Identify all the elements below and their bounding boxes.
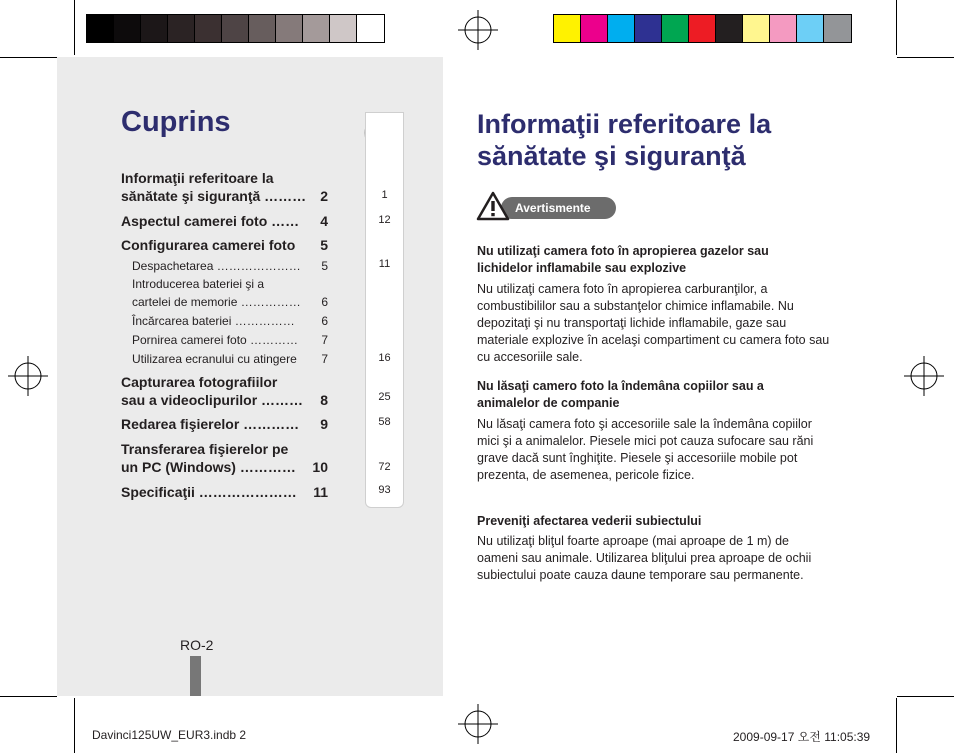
- crop-mark: [0, 696, 57, 697]
- color-swatch: [743, 15, 770, 42]
- toc-subentry-page: 6: [321, 314, 328, 328]
- warning-triangle-icon: [476, 191, 510, 221]
- color-swatch: [689, 15, 716, 42]
- section-body: Nu utilizaţi camera foto în apropierea carburanţilor, a combustibililor sau a substanţelor chimice inflamabile. Nu depozitaţi şi nu transportaţi lichide inflamabile, gaze sau materiale explozive în acelaşi compartiment cu camera foto sau cu accesoriile sale.: [477, 282, 830, 364]
- safety-title-line: Informaţii referitoare la: [477, 109, 772, 139]
- color-swatch: [168, 15, 195, 42]
- color-swatch: [662, 15, 689, 42]
- side-tab-number: 1: [381, 189, 388, 201]
- toc-subentry-page: 6: [321, 295, 328, 309]
- toc-side-tab: [365, 112, 404, 508]
- color-swatch: [608, 15, 635, 42]
- toc-entry-page: 11: [313, 484, 328, 500]
- color-swatch: [357, 15, 384, 42]
- section-heading: Nu lăsaţi camero foto la îndemâna copiilor sau a animalelor de companie: [477, 379, 764, 410]
- color-swatch: [87, 15, 114, 42]
- crop-mark: [74, 698, 75, 753]
- color-swatch: [276, 15, 303, 42]
- toc-entry-specs[interactable]: Specificaţii …………………: [121, 484, 297, 500]
- side-tab-number: 25: [378, 391, 391, 403]
- toc-subentry-power-on[interactable]: Pornirea camerei foto …………: [132, 333, 299, 347]
- toc-subentry-unpacking[interactable]: Despachetarea …………………: [132, 259, 301, 273]
- toc-entry-layout[interactable]: Aspectul camerei foto ……: [121, 213, 300, 229]
- safety-title-line: sănătate şi siguranţă: [477, 141, 746, 171]
- color-swatch: [195, 15, 222, 42]
- toc-subentry-label: cartelei de memorie ……………: [132, 295, 301, 309]
- toc-title: Cuprins: [121, 106, 231, 138]
- toc-entry-page: 8: [320, 392, 328, 408]
- toc-entry-label: un PC (Windows) …………: [121, 459, 296, 475]
- toc-entry-playback[interactable]: Redarea fişierelor …………: [121, 416, 300, 432]
- crop-mark: [896, 698, 897, 753]
- toc-subentry-page: 5: [321, 259, 328, 273]
- color-swatch: [554, 15, 581, 42]
- side-tab-number: 58: [378, 416, 391, 428]
- toc-entry-label: Informaţii referitoare la: [121, 170, 274, 186]
- toc-entry-label: Transferarea fişierelor pe: [121, 441, 289, 457]
- crop-mark: [0, 57, 57, 58]
- color-swatch: [797, 15, 824, 42]
- color-swatch: [716, 15, 743, 42]
- toc-subentry-label: Introducerea bateriei şi a: [132, 277, 265, 291]
- color-swatch: [330, 15, 357, 42]
- page-number: RO-2: [180, 637, 214, 653]
- section-heading: Preveniţi afectarea vederii subiectului: [477, 514, 702, 528]
- toc-subentry-page: 7: [321, 333, 328, 347]
- toc-entry-page: 4: [320, 213, 328, 229]
- toc-subentry-charging[interactable]: Încărcarea bateriei ……………: [132, 314, 295, 328]
- warning-label: Avertismente: [515, 201, 591, 215]
- crop-mark: [897, 696, 954, 697]
- section-body: Nu utilizaţi bliţul foarte aproape (mai aproape de 1 m) de oameni sau animale. Utilizarea bliţului prea aproape de ochii subiectului poate cauza daune temporare sau permanente.: [477, 534, 812, 582]
- toc-subentry-battery[interactable]: [132, 275, 322, 311]
- side-tab-number: 93: [378, 484, 391, 496]
- section-body: Nu lăsaţi camera foto şi accesoriile sale la îndemâna copiilor mici şi a animalelor. Piesele mici pot cauza sufocare sau răni grave dacă sunt înghiţite. Piesele şi accesoriile mobile pot prezenta, de asemenea, pericole fizice.: [477, 417, 814, 482]
- color-swatch: [249, 15, 276, 42]
- color-swatch: [581, 15, 608, 42]
- toc-entry-label: sau a videoclipurilor ………: [121, 392, 304, 408]
- toc-entry-page: 10: [312, 459, 328, 475]
- section-heading: Nu utilizaţi camera foto în apropierea gazelor sau lichidelor inflamabile sau explozive: [477, 244, 769, 275]
- toc-entry-label: Capturarea fotografiilor: [121, 374, 278, 390]
- color-swatch: [114, 15, 141, 42]
- side-tab-number: 72: [378, 461, 391, 473]
- toc-subentry-page: 7: [321, 352, 328, 366]
- warning-badge: [501, 197, 616, 219]
- toc-entry-label: sănătate şi siguranţă ………: [121, 188, 307, 204]
- registration-mark-icon: [458, 704, 498, 744]
- crop-mark: [897, 57, 954, 58]
- side-tab-number: 11: [378, 258, 391, 270]
- footer-filename: Davinci125UW_EUR3.indb 2: [92, 728, 247, 742]
- grayscale-color-bar: [86, 14, 385, 43]
- crop-mark: [896, 0, 897, 55]
- footer-date: 2009-09-17 오전 11:05:39: [733, 730, 871, 744]
- color-swatch: [303, 15, 330, 42]
- toc-entry-page: 9: [320, 416, 328, 432]
- toc-entry-page: 2: [320, 188, 328, 204]
- side-tab-number: 12: [378, 214, 391, 226]
- safety-title: [477, 108, 837, 172]
- registration-mark-icon: [458, 10, 498, 50]
- registration-mark-icon: [8, 356, 48, 396]
- toc-entry-setup[interactable]: Configurarea camerei foto: [121, 237, 296, 253]
- color-swatch: [824, 15, 851, 42]
- toc-subentry-touchscreen[interactable]: Utilizarea ecranului cu atingere: [132, 352, 297, 366]
- side-tab-number: 16: [378, 352, 391, 364]
- toc-entry-page: 5: [320, 237, 328, 253]
- process-color-bar: [553, 14, 852, 43]
- color-swatch: [222, 15, 249, 42]
- color-swatch: [770, 15, 797, 42]
- crop-mark: [74, 0, 75, 55]
- color-swatch: [141, 15, 168, 42]
- page-marker-bar: [190, 656, 201, 696]
- registration-mark-icon: [904, 356, 944, 396]
- color-swatch: [635, 15, 662, 42]
